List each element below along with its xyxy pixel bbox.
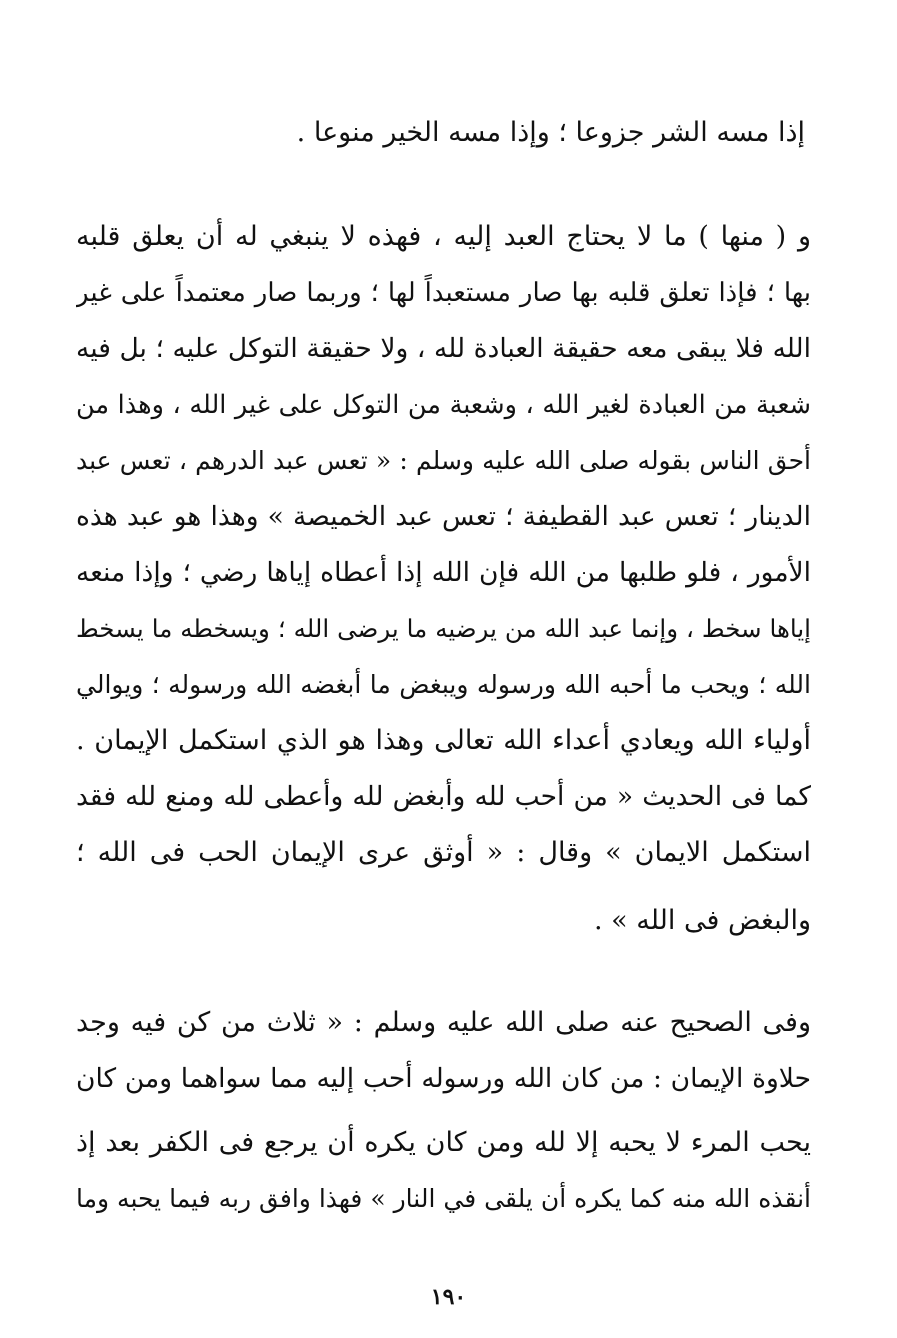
paragraph-2-line-3: الله فلا يبقى معه حقيقة العبادة لله ، ولا حقيقة التوكل عليه ؛ بل فيه: [76, 333, 811, 364]
paragraph-3-line-2: حلاوة الإيمان : من كان الله ورسوله أحب إليه مما سواهما ومن كان: [76, 1063, 811, 1094]
paragraph-2-line-9: الله ؛ ويحب ما أحبه الله ورسوله ويبغض ما أبغضه الله ورسوله ؛ ويوالي: [76, 670, 811, 699]
paragraph-3-line-4: أنقذه الله منه كما يكره أن يلقى في النار » فهذا وافق ربه فيما يحبه وما: [76, 1184, 811, 1213]
paragraph-2-line-10: أولياء الله ويعادي أعداء الله تعالى وهذا هو الذي استكمل الإيمان .: [76, 725, 811, 756]
paragraph-1-line-1: إذا مسه الشر جزوعا ؛ وإذا مسه الخير منوعا .: [296, 117, 805, 148]
paragraph-2-line-7: الأمور ، فلو طلبها من الله فإن الله إذا أعطاه إياها رضي ؛ وإذا منعه: [76, 557, 811, 588]
paragraph-2-line-2: بها ؛ فإذا تعلق قلبه بها صار مستعبداً لها ؛ وربما صار معتمداً على غير: [76, 278, 811, 308]
page-number: ١٩٠: [430, 1284, 467, 1310]
paragraph-2-line-11: كما فى الحديث « من أحب لله وأبغض لله وأعطى لله ومنع لله فقد: [76, 781, 811, 812]
paragraph-2-line-13: والبغض فى الله » .: [593, 905, 811, 936]
paragraph-2-line-1: و ( منها ) ما لا يحتاج العبد إليه ، فهذه لا ينبغي له أن يعلق قلبه: [76, 221, 811, 252]
paragraph-2-line-4: شعبة من العبادة لغير الله ، وشعبة من التوكل على غير الله ، وهذا من: [76, 390, 811, 420]
paragraph-3-line-3: يحب المرء لا يحبه إلا لله ومن كان يكره أن يرجع فى الكفر بعد إذ: [76, 1127, 811, 1158]
paragraph-2-line-12: استكمل الايمان » وقال : « أوثق عرى الإيمان الحب فى الله ؛: [76, 837, 811, 868]
paragraph-2-line-5: أحق الناس بقوله صلى الله عليه وسلم : « تعس عبد الدرهم ، تعس عبد: [76, 446, 811, 475]
paragraph-3-line-1: وفى الصحيح عنه صلى الله عليه وسلم : « ثلاث من كن فيه وجد: [76, 1007, 811, 1038]
paragraph-2-line-8: إياها سخط ، وإنما عبد الله من يرضيه ما يرضى الله ؛ ويسخطه ما يسخط: [76, 614, 811, 643]
paragraph-2-line-6: الدينار ؛ تعس عبد القطيفة ؛ تعس عبد الخميصة » وهذا هو عبد هذه: [76, 501, 811, 532]
